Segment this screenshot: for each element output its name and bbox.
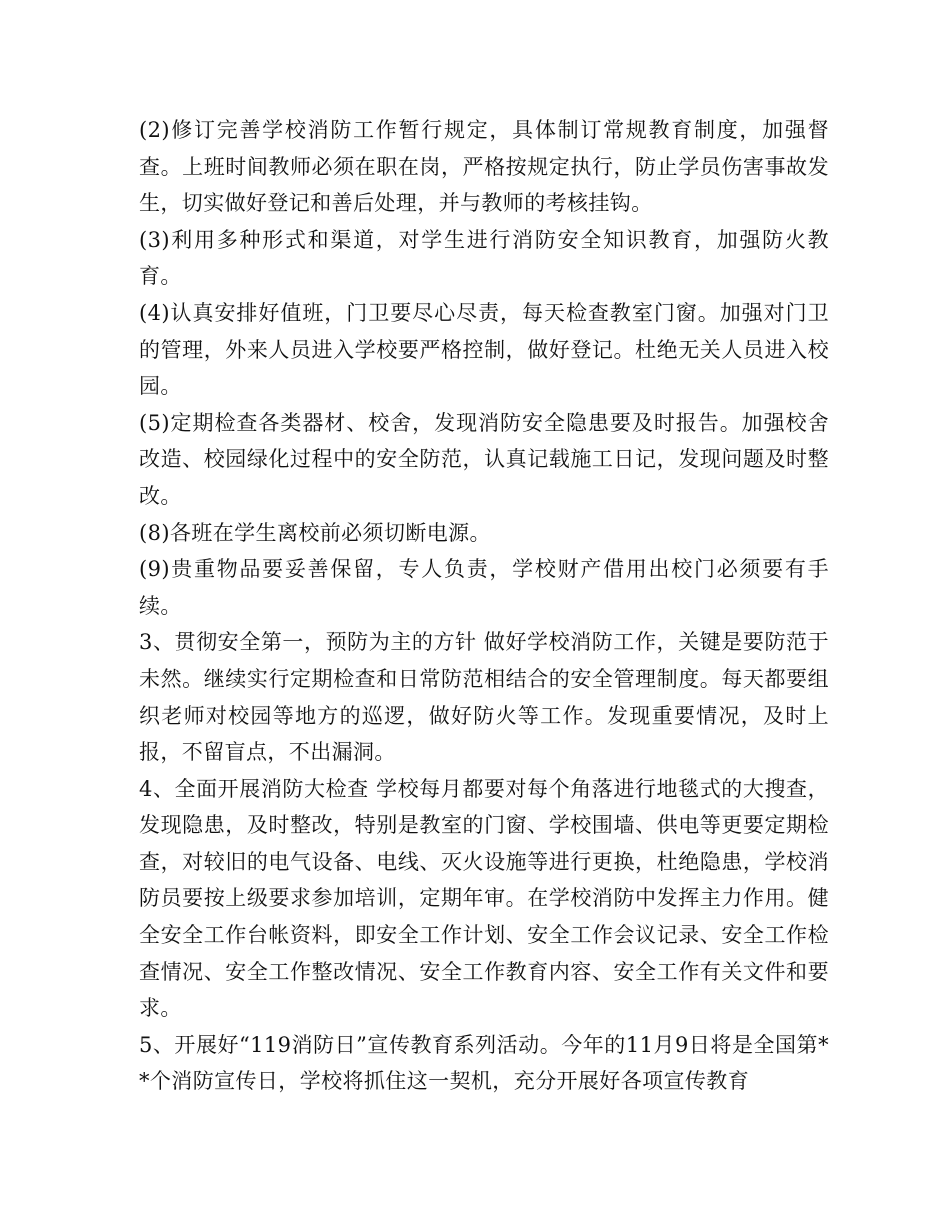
paragraph-item-4: (4)认真安排好值班，门卫要尽心尽责，每天检查教室门窗。加强对门卫的管理，外来人员进入学校要严格控制，做好登记。杜绝无关人员进入校园。 <box>139 300 829 399</box>
paragraph-section-4: 4、全面开展消防大检查 学校每月都要对每个角落进行地毯式的大搜查，发现隐患，及时整改，特别是教室的门窗、学校围墙、供电等更要定期检查，对较旧的电气设备、电线、灭火设施等进行更换，杜绝隐患，学校消防员要按上级要求参加培训，定期年审。在学校消防中发挥主力作用。健全安全工作台帐资料，即安全工作计划、安全工作会议记录、安全工作检查情况、安全工作整改情况、安全工作教育内容、安全工作有关文件和要求。 <box>139 776 829 1021</box>
document-body <box>139 112 829 1100</box>
paragraph-item-9: (9)贵重物品要妥善保留，专人负责，学校财产借用出校门必须要有手续。 <box>139 557 829 618</box>
paragraph-item-8: (8)各班在学生离校前必须切断电源。 <box>139 520 491 545</box>
paragraph-item-5: (5)定期检查各类器材、校舍，发现消防安全隐患要及时报告。加强校舍改造、校园绿化过程中的安全防范，认真记载施工日记，发现问题及时整改。 <box>139 410 829 508</box>
paragraph-item-3: (3)利用多种形式和渠道，对学生进行消防安全知识教育，加强防火教育。 <box>139 227 829 289</box>
paragraph-item-2: (2)修订完善学校消防工作暂行规定，具体制订常规教育制度，加强督查。上班时间教师必须在职在岗，严格按规定执行，防止学员伤害事故发生，切实做好登记和善后处理，并与教师的考核挂钩。 <box>139 118 829 216</box>
paragraph-section-3: 3、贯彻安全第一，预防为主的方针 做好学校消防工作，关键是要防范于未然。继续实行定期检查和日常防范相结合的安全管理制度。每天都要组织老师对校园等地方的巡逻，做好防火等工作。发现重要情况，及时上报，不留盲点，不出漏洞。 <box>139 630 829 765</box>
paragraph-section-5: 5、开展好“119消防日”宣传教育系列活动。今年的11月9日将是全国第**个消防宣传日，学校将抓住这一契机，充分开展好各项宣传教育 <box>139 1032 829 1094</box>
